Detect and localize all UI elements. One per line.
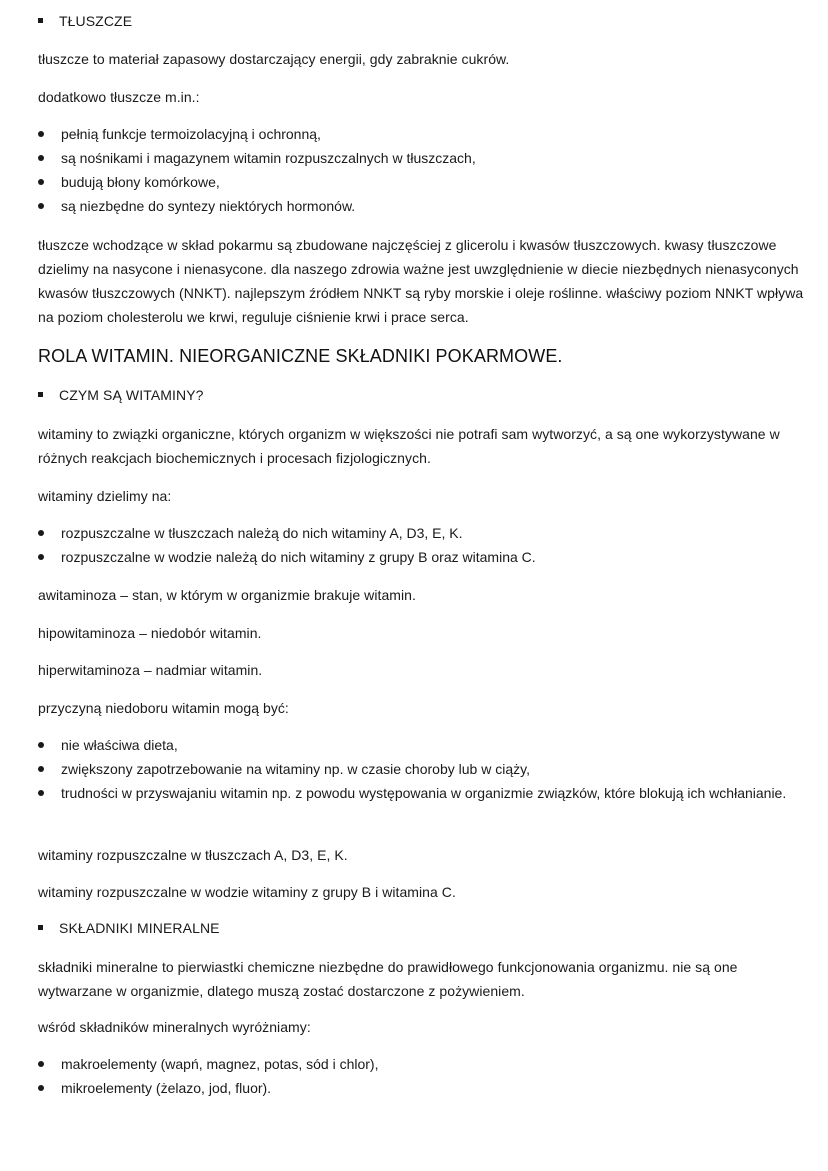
list-item: makroelementy (wapń, magnez, potas, sód i chlor), <box>38 1052 808 1076</box>
subheading-minerals-text: SKŁADNIKI MINERALNE <box>59 920 220 936</box>
list-vitamin-types <box>38 521 808 569</box>
bullet-icon <box>38 203 44 209</box>
paragraph-minerals-division: wśród składników mineralnych wyróżniamy: <box>38 1019 311 1035</box>
bullet-icon <box>38 179 44 185</box>
paragraph-fats-intro: tłuszcze to materiał zapasowy dostarczający energii, gdy zabraknie cukrów. <box>38 51 510 67</box>
subheading-vitamins-text: CZYM SĄ WITAMINY? <box>59 387 204 403</box>
bullet-icon <box>38 155 44 161</box>
list-item: budują błony komórkowe, <box>38 170 808 194</box>
square-bullet-icon <box>38 392 43 397</box>
list-item: rozpuszczalne w tłuszczach należą do nich witaminy A, D3, E, K. <box>38 521 808 545</box>
paragraph-hypovitaminosis: hipowitaminoza – niedobór witamin. <box>38 625 262 641</box>
bullet-icon <box>38 766 44 772</box>
list-item: są niezbędne do syntezy niektórych hormonów. <box>38 194 808 218</box>
list-item: są nośnikami i magazynem witamin rozpuszczalnych w tłuszczach, <box>38 146 808 170</box>
paragraph-hypervitaminosis: hiperwitaminoza – nadmiar witamin. <box>38 662 263 678</box>
list-mineral-types <box>38 1052 808 1100</box>
bullet-icon <box>38 131 44 137</box>
bullet-icon <box>38 790 44 796</box>
bullet-icon <box>38 554 44 560</box>
list-item: trudności w przyswajaniu witamin np. z powodu występowania w organizmie związków, które blokują ich wchłanianie. <box>38 781 808 805</box>
bullet-icon <box>38 742 44 748</box>
paragraph-vitamins-division: witaminy dzielimy na: <box>38 488 172 504</box>
list-item: nie właściwa dieta, <box>38 733 808 757</box>
square-bullet-icon <box>38 925 43 930</box>
paragraph-minerals-definition: składniki mineralne to pierwiastki chemiczne niezbędne do prawidłowego funkcjonowania organizmu. nie są one wytwarzane w organizmie, dlatego muszą zostać dostarczone z pożywieniem. <box>38 959 738 999</box>
bullet-icon <box>38 530 44 536</box>
list-item: pełnią funkcje termoizolacyjną i ochronną, <box>38 122 808 146</box>
paragraph-water-soluble: witaminy rozpuszczalne w wodzie witaminy z grupy B i witamina C. <box>38 884 456 900</box>
bullet-icon <box>38 1061 44 1067</box>
paragraph-deficiency-causes: przyczyną niedoboru witamin mogą być: <box>38 700 289 716</box>
paragraph-avitaminosis: awitaminoza – stan, w którym w organizmie brakuje witamin. <box>38 587 416 603</box>
subheading-minerals <box>38 919 220 937</box>
section-title: ROLA WITAMIN. NIEORGANICZNE SKŁADNIKI POKARMOWE. <box>38 346 563 366</box>
paragraph-fat-soluble: witaminy rozpuszczalne w tłuszczach A, D3, E, K. <box>38 847 348 863</box>
square-bullet-icon <box>38 18 43 23</box>
bullet-icon <box>38 1085 44 1091</box>
paragraph-fats-composition: tłuszcze wchodzące w skład pokarmu są zbudowane najczęściej z glicerolu i kwasów tłuszczowych. kwasy tłuszczowe dzielimy na nasycone i nienasycone. dla naszego zdrowia ważne jest uwzględnienie w diecie niezbędnych nienasyconych kwasów tłuszczowych (NNKT). najlepszym źródłem NNKT są ryby morskie i oleje roślinne. właściwy poziom NNKT wpływa na poziom cholesterolu we krwi, reguluje ciśnienie krwi i prace serca. <box>38 237 804 325</box>
list-fats-functions <box>38 122 808 218</box>
list-deficiency-causes <box>38 733 808 805</box>
subheading-fats-text: TŁUSZCZE <box>59 13 133 29</box>
paragraph-vitamins-definition: witaminy to związki organiczne, których organizm w większości nie potrafi sam wytworzyć, a są one wykorzystywane w różnych reakcjach biochemicznych i procesach fizjologicznych. <box>38 426 780 466</box>
list-item: rozpuszczalne w wodzie należą do nich witaminy z grupy B oraz witamina C. <box>38 545 808 569</box>
list-item: zwiększony zapotrzebowanie na witaminy np. w czasie choroby lub w ciąży, <box>38 757 808 781</box>
subheading-fats <box>38 12 132 30</box>
list-item: mikroelementy (żelazo, jod, fluor). <box>38 1076 808 1100</box>
paragraph-fats-additionally: dodatkowo tłuszcze m.in.: <box>38 89 200 105</box>
subheading-vitamins <box>38 386 204 404</box>
